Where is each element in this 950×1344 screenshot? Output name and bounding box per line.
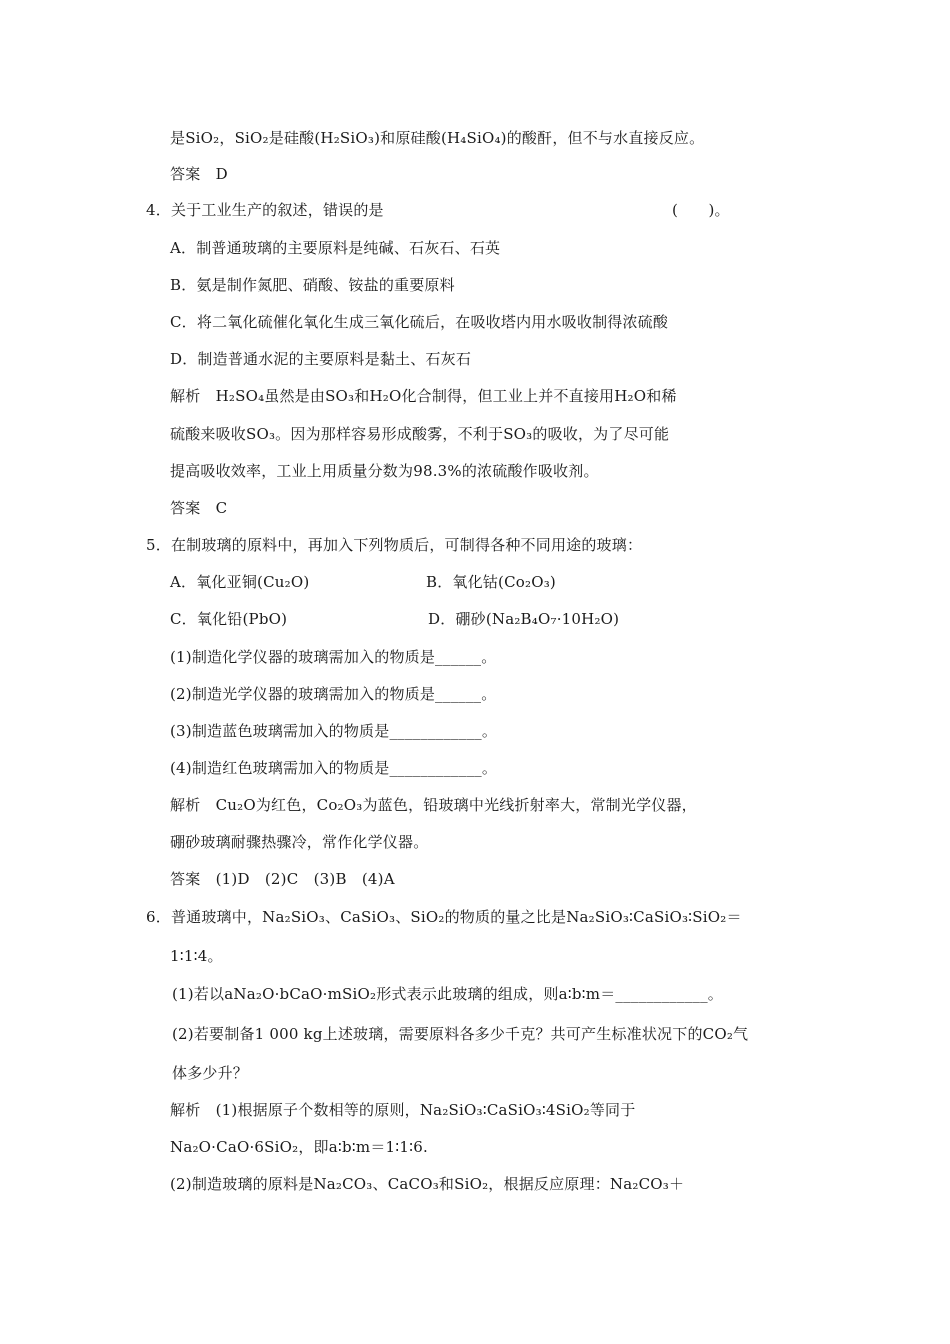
option-c: C．氧化铅(PbO) [170, 610, 288, 628]
option-a: A．氧化亚铜(Cu₂O) [170, 573, 310, 591]
analysis-line: Na₂O·CaO·6SiO₂，即a∶b∶m＝1∶1∶6. [170, 1138, 428, 1156]
question-4-stem: 4．关于工业生产的叙述，错误的是 [146, 201, 384, 219]
sub-question: (1)若以aNa₂O·bCaO·mSiO₂形式表示此玻璃的组成，则a∶b∶m＝____________。 [172, 985, 724, 1003]
analysis-line: 硫酸来吸收SO₃。因为那样容易形成酸雾，不利于SO₃的吸收，为了尽可能 [170, 425, 670, 443]
sub-question: (2)若要制备1 000 kg上述玻璃，需要原料各多少千克？共可产生标准状况下的CO₂气 [172, 1025, 749, 1043]
sub-question: (1)制造化学仪器的玻璃需加入的物质是______。 [170, 648, 497, 666]
answer-line: 答案 (1)D (2)C (3)B (4)A [170, 870, 395, 888]
option-d: D．制造普通水泥的主要原料是黏土、石灰石 [170, 350, 472, 368]
analysis-line: 硼砂玻璃耐骤热骤冷，常作化学仪器。 [170, 833, 429, 851]
analysis-line: 提高吸收效率，工业上用质量分数为98.3%的浓硫酸作吸收剂。 [170, 462, 599, 480]
text-line: 1∶1∶4。 [170, 947, 223, 965]
text-line: 体多少升？ [172, 1064, 249, 1082]
question-5-stem: 5．在制玻璃的原料中，再加入下列物质后，可制得各种不同用途的玻璃： [146, 536, 643, 554]
analysis-line: (2)制造玻璃的原料是Na₂CO₃、CaCO₃和SiO₂，根据反应原理：Na₂CO₃＋ [170, 1175, 685, 1193]
question-6-stem: 6．普通玻璃中，Na₂SiO₃、CaSiO₃、SiO₂的物质的量之比是Na₂SiO₃∶CaSiO₃∶SiO₂＝ [146, 908, 742, 926]
option-b: B．氨是制作氮肥、硝酸、铵盐的重要原料 [170, 276, 455, 294]
answer-line: 答案 C [170, 499, 228, 517]
option-d: D．硼砂(Na₂B₄O₇·10H₂O) [428, 610, 620, 628]
answer-line: 答案 D [170, 165, 228, 183]
option-c: C．将二氧化硫催化氧化生成三氧化硫后，在吸收塔内用水吸收制得浓硫酸 [170, 313, 669, 331]
option-b: B．氧化钴(Co₂O₃) [426, 573, 556, 591]
sub-question: (3)制造蓝色玻璃需加入的物质是____________。 [170, 722, 498, 740]
analysis-line: 解析 H₂SO₄虽然是由SO₃和H₂O化合制得，但工业上并不直接用H₂O和稀 [170, 387, 677, 405]
text-line: 是SiO₂，SiO₂是硅酸(H₂SiO₃)和原硅酸(H₄SiO₄)的酸酐，但不与水直接反应。 [170, 129, 705, 147]
analysis-line: 解析 Cu₂O为红色，Co₂O₃为蓝色，铅玻璃中光线折射率大，常制光学仪器， [170, 796, 697, 814]
option-a: A．制普通玻璃的主要原料是纯碱、石灰石、石英 [170, 239, 501, 257]
answer-bracket: ( )。 [672, 201, 730, 219]
sub-question: (4)制造红色玻璃需加入的物质是____________。 [170, 759, 498, 777]
sub-question: (2)制造光学仪器的玻璃需加入的物质是______。 [170, 685, 497, 703]
analysis-line: 解析 (1)根据原子个数相等的原则，Na₂SiO₃∶CaSiO₃∶4SiO₂等同于 [170, 1101, 636, 1119]
